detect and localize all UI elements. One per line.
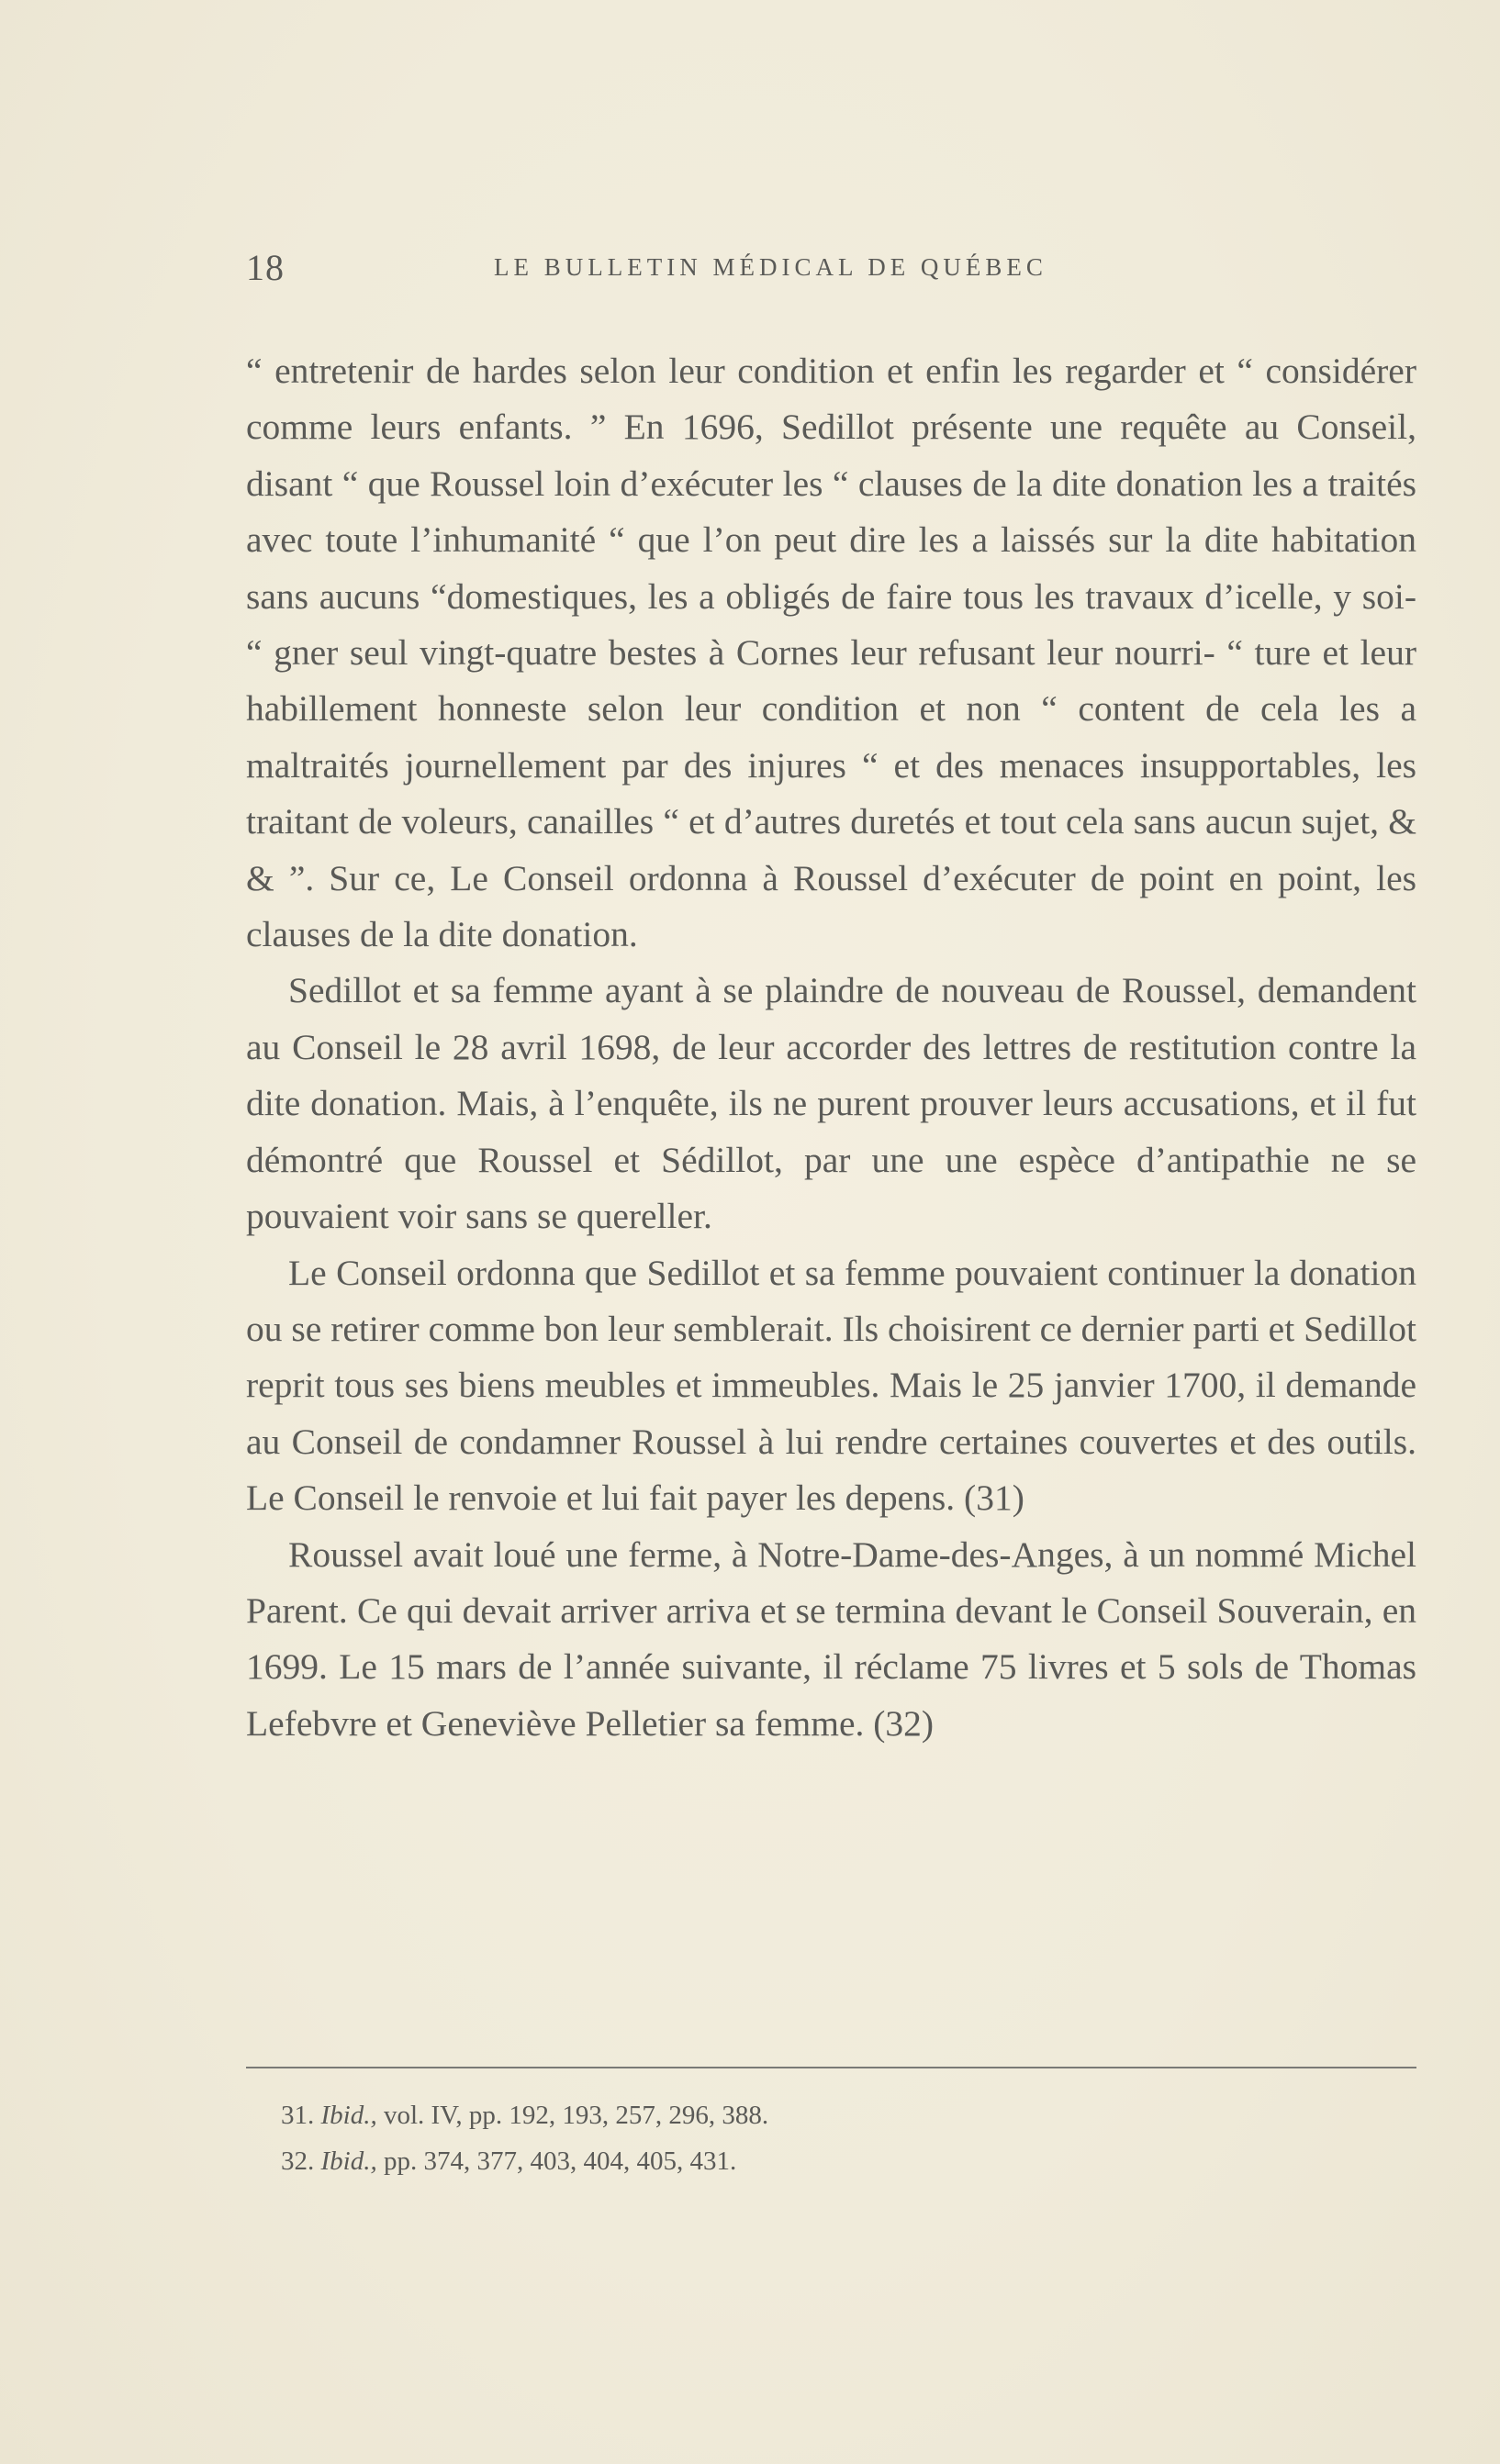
paragraph-4: Roussel avait loué une ferme, à Notre-Dame-des-Anges, à un nommé Michel Parent. Ce qui devait arriver arriva et se termina devant le Conseil Souverain, en 1699. Le 15 mars de l’année suivante, il réclame 75 livres et 5 sols de Thomas Lefebvre et Geneviève Pelletier sa femme. (32) [246,1533,1416,1744]
footnote-divider [246,2067,1416,2068]
footnote-31 [281,2092,1382,2138]
page-number: 18 [246,247,285,288]
footnote-number: 32. [281,2146,315,2176]
footnote-32 [281,2138,1382,2184]
paragraph-2: Sedillot et sa femme ayant à se plaindre de nouveau de Roussel, demandent au Conseil le 28 avril 1698, de leur accorder des lettres de restitution contre la dite donation. Mais, à l’enquête, ils ne purent prouver leurs accusations, et il fut démontré que Roussel et Sédillot, par une une espèce d’antipathie ne se pouvaient voir sans se quereller. [246,970,1416,1237]
footnote-ibid: Ibid., [320,2146,377,2176]
footnote-ibid: Ibid., [320,2101,377,2130]
footnote-text: vol. IV, pp. 192, 193, 257, 296, 388. [383,2101,769,2130]
footnote-text: pp. 374, 377, 403, 404, 405, 431. [383,2146,737,2176]
paragraph-3: Le Conseil ordonna que Sedillot et sa femme pouvaient continuer la donation ou se retirer comme bon leur semblerait. Ils choisirent ce dernier parti et Sedillot reprit tous ses biens meubles et immeubles. Mais le 25 janvier 1700, il demande au Conseil de condamner Roussel à lui rendre certaines couvertes et des outils. Le Conseil le renvoie et lui fait payer les depens. (31) [246,1252,1416,1519]
page-header [246,246,1416,292]
footnote-number: 31. [281,2101,315,2130]
paragraph-1: “ entretenir de hardes selon leur condition et enfin les regarder et “ considérer comme leurs enfants. ” En 1696, Sedillot présente une requête au Conseil, disant “ que Roussel loin d’exécuter les “ clauses de la dite donation les a traités avec toute l’inhumanité “ que l’on peut dire les a laissés sur la dite habitation sans aucuns “domestiques, les a obligés de faire tous les travaux d’icelle, y soi- “ gner seul vingt-quatre bestes à Cornes leur refusant leur nourri- “ ture et leur habillement honneste selon leur condition et non “ content de cela les a maltraités journellement par des injures “ et des menaces insupportables, les traitant de voleurs, canailles “ et d’autres duretés et tout cela sans aucun sujet, & & ”. Sur ce, Le Conseil ordonna à Roussel d’exécuter de point en point, les clauses de la dite donation. [246,351,1416,955]
running-title: LE BULLETIN MÉDICAL DE QUÉBEC [494,253,1047,281]
footnotes [281,2092,1382,2184]
body-text [246,343,1416,1752]
